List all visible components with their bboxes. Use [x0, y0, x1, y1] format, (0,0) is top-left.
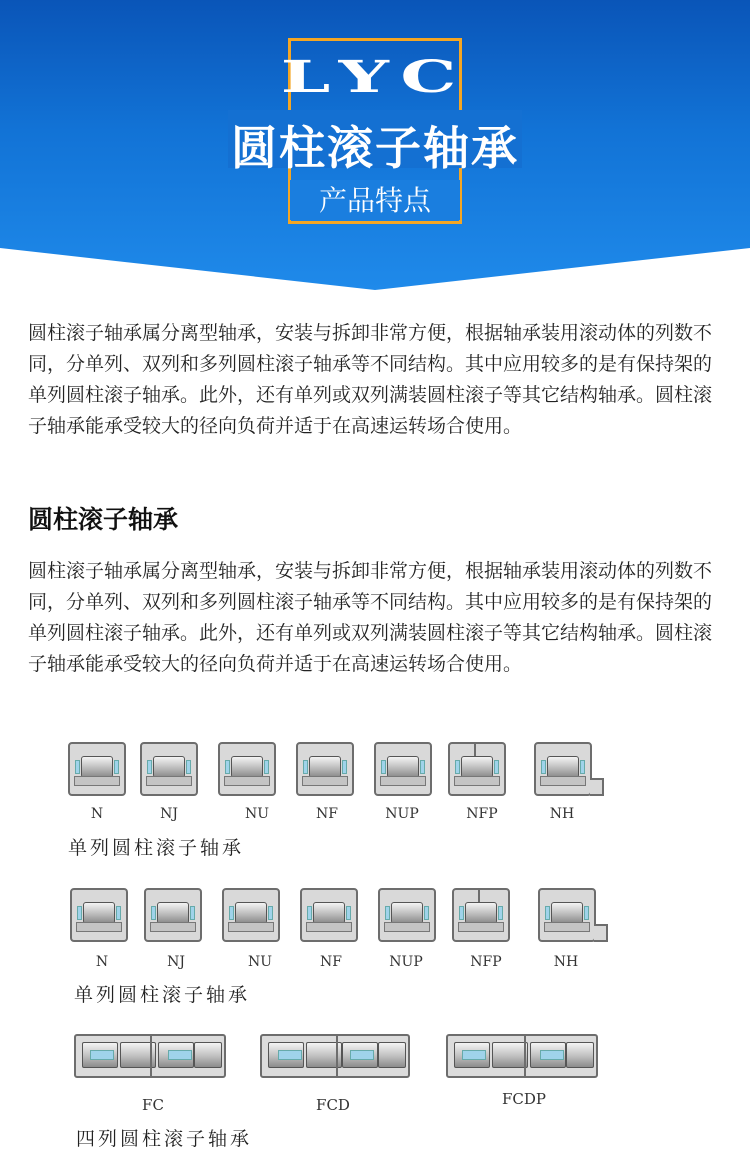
page-subtitle: 产品特点: [318, 184, 431, 217]
section-paragraph: 圆柱滚子轴承属分离型轴承，安装与拆卸非常方便，根据轴承装用滚动体的列数不同，分单列、双列和多列圆柱滚子轴承等不同结构。其中应用较多的是有保持架的单列圆柱滚子轴承。此外，还有单列或双列满装圆柱滚子等其它结构轴承。圆柱滚子轴承能承受较大的径向负荷并适于在高速运转场合使用。: [28, 560, 713, 675]
bearing-diagram-nup: [378, 888, 436, 942]
bearing-diagram-nh: [538, 888, 596, 942]
diagram-label: NH: [553, 954, 579, 970]
page-title: 圆柱滚子轴承: [231, 121, 519, 175]
bearing-diagram-n: [68, 742, 126, 796]
diagram-label: NF: [316, 806, 338, 822]
bearing-diagram-nf: [300, 888, 358, 942]
diagram-label: NFP: [466, 806, 498, 822]
brand-logo: LYC: [280, 52, 470, 103]
diagram-label: NJ: [160, 806, 178, 822]
diagram-label: NFP: [470, 954, 502, 970]
diagram-label: FCD: [316, 1096, 350, 1114]
bearing-diagram-n: [70, 888, 128, 942]
bearing-diagram-nj: [144, 888, 202, 942]
diagram-label: FCDP: [501, 1090, 546, 1108]
diagram-label: N: [90, 806, 104, 822]
bearing-diagram-nfp: [452, 888, 510, 942]
diagram-label: NU: [247, 954, 273, 970]
bearing-diagram-fcd: [260, 1034, 410, 1078]
bearing-diagram-fc: [74, 1034, 226, 1078]
diagram-label: NF: [320, 954, 342, 970]
diagram-caption: 单列圆柱滚子轴承: [74, 984, 251, 1006]
bearing-diagram-nf: [296, 742, 354, 796]
diagram-label: N: [95, 954, 109, 970]
diagram-label: NH: [549, 806, 575, 822]
intro-paragraph: 圆柱滚子轴承属分离型轴承，安装与拆卸非常方便，根据轴承装用滚动体的列数不同，分单列、双列和多列圆柱滚子轴承等不同结构。其中应用较多的是有保持架的单列圆柱滚子轴承。此外，还有单列或双列满装圆柱滚子等其它结构轴承。圆柱滚子轴承能承受较大的径向负荷并适于在高速运转场合使用。: [28, 322, 713, 437]
section-heading: 圆柱滚子轴承: [28, 505, 179, 534]
diagram-label: FC: [142, 1096, 164, 1114]
diagram-caption: 四列圆柱滚子轴承: [76, 1128, 253, 1150]
bearing-diagram-fcdp: [446, 1034, 598, 1078]
bearing-diagram-nfp: [448, 742, 506, 796]
bearing-diagram-nu: [222, 888, 280, 942]
diagram-label: NUP: [389, 954, 423, 970]
bearing-diagram-nj: [140, 742, 198, 796]
diagram-caption: 单列圆柱滚子轴承: [68, 837, 245, 859]
bearing-diagram-nu: [218, 742, 276, 796]
diagram-label: NU: [244, 806, 270, 822]
diagram-label: NJ: [167, 954, 185, 970]
bearing-diagram-nup: [374, 742, 432, 796]
bearing-diagram-nh: [534, 742, 592, 796]
diagram-label: NUP: [385, 806, 419, 822]
